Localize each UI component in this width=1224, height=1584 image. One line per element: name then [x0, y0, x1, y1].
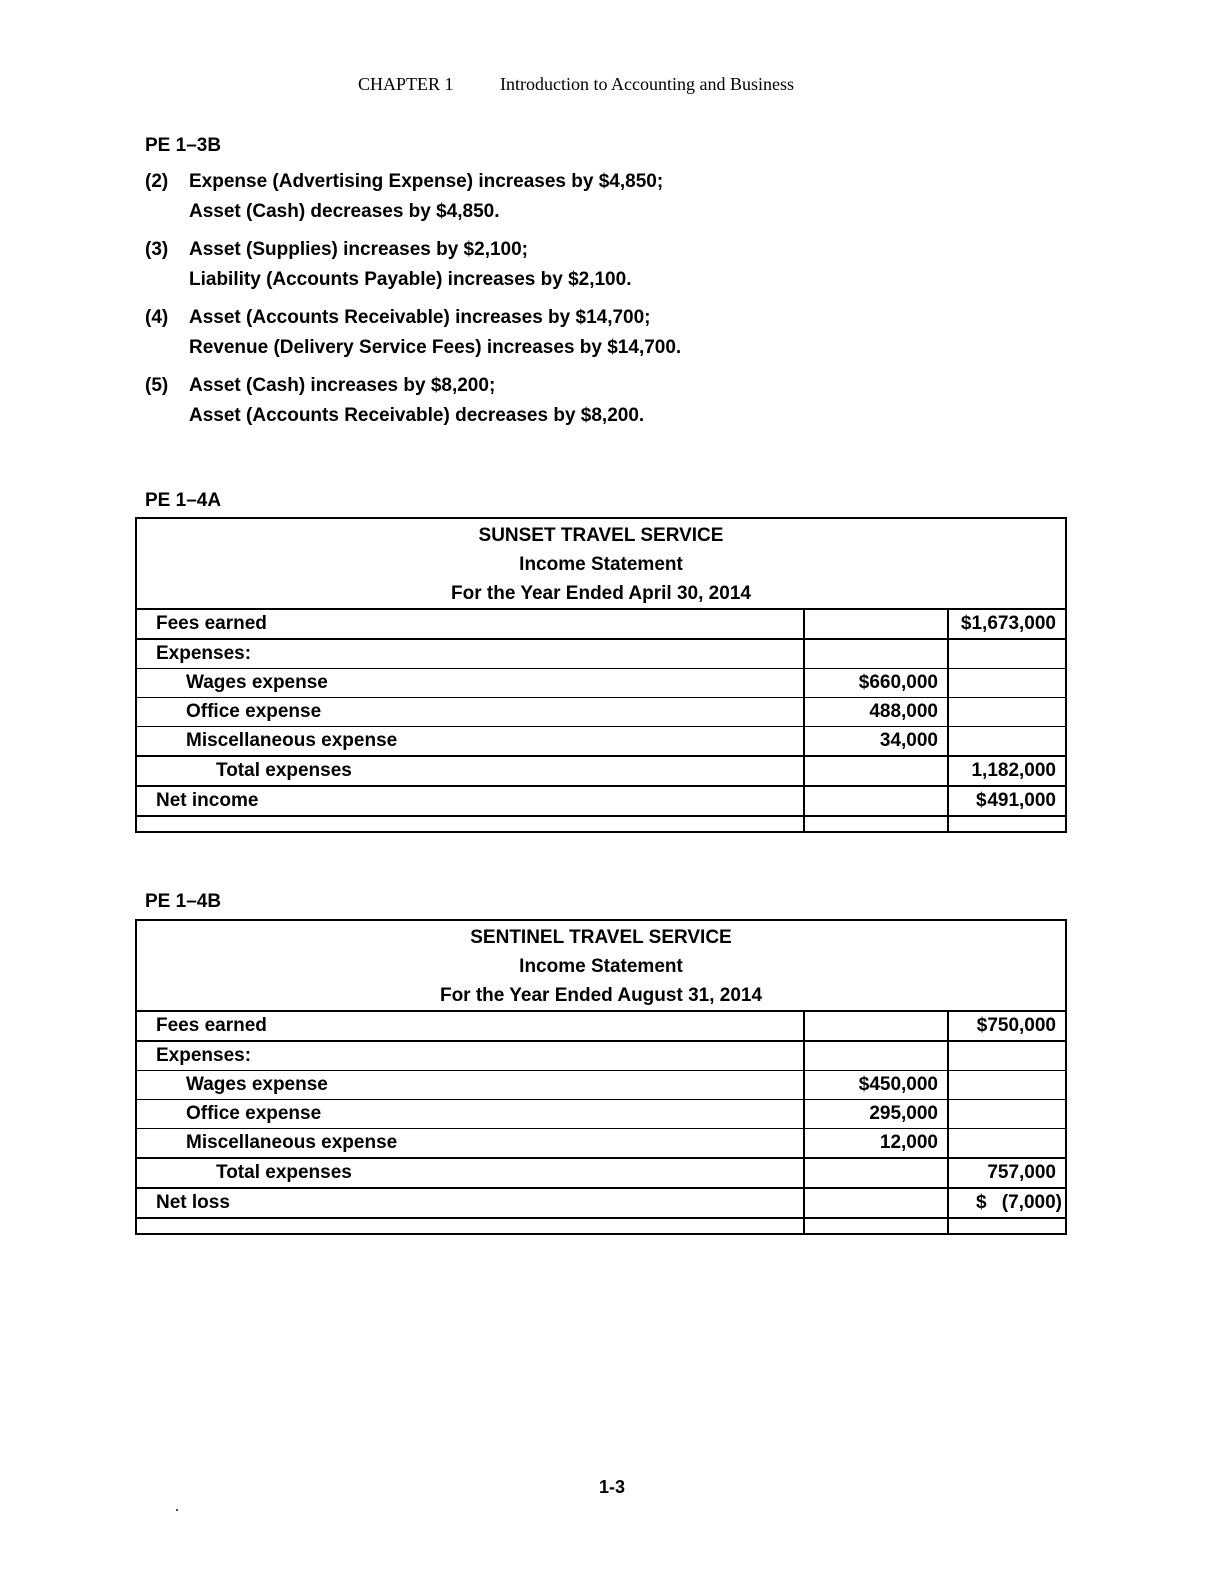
section-title-pe-1-3b: PE 1–3B — [145, 135, 222, 156]
table-row — [137, 1218, 1065, 1233]
table-row — [137, 786, 1065, 816]
list-item — [145, 371, 945, 431]
company-name: SENTINEL TRAVEL SERVICE — [470, 927, 732, 948]
row-label: Wages expense — [137, 1071, 804, 1100]
statement-period: For the Year Ended August 31, 2014 — [439, 985, 763, 1006]
table-row — [137, 816, 1065, 831]
table-row — [137, 698, 1065, 727]
row-amount-inner — [804, 1012, 948, 1041]
row-amount-inner — [804, 610, 948, 639]
running-header — [0, 74, 1224, 96]
item-number: (4) — [145, 307, 169, 328]
row-amount-outer — [948, 698, 1065, 727]
table-row — [137, 1158, 1065, 1188]
row-amount-inner — [804, 786, 948, 816]
statement-heading — [137, 519, 1065, 610]
item-line: Revenue (Delivery Service Fees) increases by $14,700. — [189, 337, 682, 358]
row-amount-inner: 295,000 — [804, 1100, 948, 1129]
table-row — [137, 1100, 1065, 1129]
statement-table — [137, 610, 1065, 831]
row-label: Total expenses — [137, 756, 804, 786]
row-amount-outer — [948, 727, 1065, 757]
item-line: Asset (Accounts Receivable) increases by $14,700; — [189, 307, 651, 328]
row-amount-outer — [948, 1188, 1065, 1218]
row-amount-outer — [948, 816, 1065, 831]
row-amount-inner: $660,000 — [804, 669, 948, 698]
statement-period: For the Year Ended April 30, 2014 — [451, 583, 751, 604]
row-label: Net income — [137, 786, 804, 816]
company-name: SUNSET TRAVEL SERVICE — [478, 525, 724, 546]
row-label: Expenses: — [137, 1041, 804, 1071]
row-amount-inner: 12,000 — [804, 1129, 948, 1159]
row-amount-outer — [948, 1218, 1065, 1233]
list-item — [145, 303, 945, 363]
row-amount-outer — [948, 639, 1065, 669]
dollar-sign: $ — [976, 790, 987, 811]
row-amount-outer: $1,673,000 — [948, 610, 1065, 639]
row-amount-inner — [804, 1188, 948, 1218]
row-label: Wages expense — [137, 669, 804, 698]
row-label: Expenses: — [137, 639, 804, 669]
row-amount-outer — [948, 1129, 1065, 1159]
net-amount: 491,000 — [987, 790, 1056, 811]
row-amount-inner: 488,000 — [804, 698, 948, 727]
row-amount-outer — [948, 1041, 1065, 1071]
statement-name: Income Statement — [519, 554, 683, 575]
row-amount-inner — [804, 756, 948, 786]
item-line: Liability (Accounts Payable) increases by $2,100. — [189, 269, 632, 290]
table-row — [137, 610, 1065, 639]
statement-table — [137, 1012, 1065, 1233]
row-label: Fees earned — [137, 610, 804, 639]
row-label: Office expense — [137, 698, 804, 727]
table-row — [137, 669, 1065, 698]
list-item — [145, 167, 945, 227]
statement-heading — [137, 921, 1065, 1012]
row-label: Net loss — [137, 1188, 804, 1218]
chapter-label: CHAPTER 1 — [358, 74, 454, 94]
list-item — [145, 235, 945, 295]
row-label: Miscellaneous expense — [137, 1129, 804, 1159]
table-row — [137, 639, 1065, 669]
table-row — [137, 1041, 1065, 1071]
net-amount: (7,000) — [1001, 1192, 1062, 1213]
table-row — [137, 1188, 1065, 1218]
row-amount-outer: 757,000 — [948, 1158, 1065, 1188]
row-amount-inner — [804, 639, 948, 669]
row-amount-inner: 34,000 — [804, 727, 948, 757]
table-row — [137, 756, 1065, 786]
row-label: Fees earned — [137, 1012, 804, 1041]
row-label — [137, 816, 804, 831]
item-number: (2) — [145, 171, 169, 192]
item-number: (3) — [145, 239, 169, 260]
chapter-title: Introduction to Accounting and Business — [500, 74, 794, 94]
row-amount-inner — [804, 1218, 948, 1233]
page-number: 1-3 — [598, 1477, 625, 1497]
table-row — [137, 727, 1065, 757]
row-amount-inner — [804, 816, 948, 831]
row-amount-outer — [948, 1071, 1065, 1100]
row-label: Office expense — [137, 1100, 804, 1129]
row-amount-outer — [948, 1100, 1065, 1129]
section-title-pe-1-4a: PE 1–4A — [145, 490, 222, 511]
row-label: Total expenses — [137, 1158, 804, 1188]
table-row — [137, 1071, 1065, 1100]
row-label — [137, 1218, 804, 1233]
row-amount-outer — [948, 669, 1065, 698]
row-amount-inner — [804, 1158, 948, 1188]
item-number: (5) — [145, 375, 169, 396]
stray-mark — [176, 1509, 178, 1511]
table-row — [137, 1012, 1065, 1041]
row-amount-outer: $750,000 — [948, 1012, 1065, 1041]
row-amount-inner — [804, 1041, 948, 1071]
row-amount-outer: 1,182,000 — [948, 756, 1065, 786]
section-title-pe-1-4b: PE 1–4B — [145, 891, 222, 912]
item-line: Asset (Cash) decreases by $4,850. — [189, 201, 500, 222]
dollar-sign: $ — [976, 1192, 987, 1213]
income-statement-sunset — [135, 517, 1067, 833]
row-label: Miscellaneous expense — [137, 727, 804, 757]
row-amount-outer — [948, 786, 1065, 816]
row-amount-inner: $450,000 — [804, 1071, 948, 1100]
table-row — [137, 1129, 1065, 1159]
item-line: Expense (Advertising Expense) increases by $4,850; — [189, 171, 664, 192]
item-line: Asset (Supplies) increases by $2,100; — [189, 239, 528, 260]
item-line: Asset (Cash) increases by $8,200; — [189, 375, 496, 396]
item-line: Asset (Accounts Receivable) decreases by $8,200. — [189, 405, 645, 426]
income-statement-sentinel — [135, 919, 1067, 1235]
statement-name: Income Statement — [519, 956, 683, 977]
